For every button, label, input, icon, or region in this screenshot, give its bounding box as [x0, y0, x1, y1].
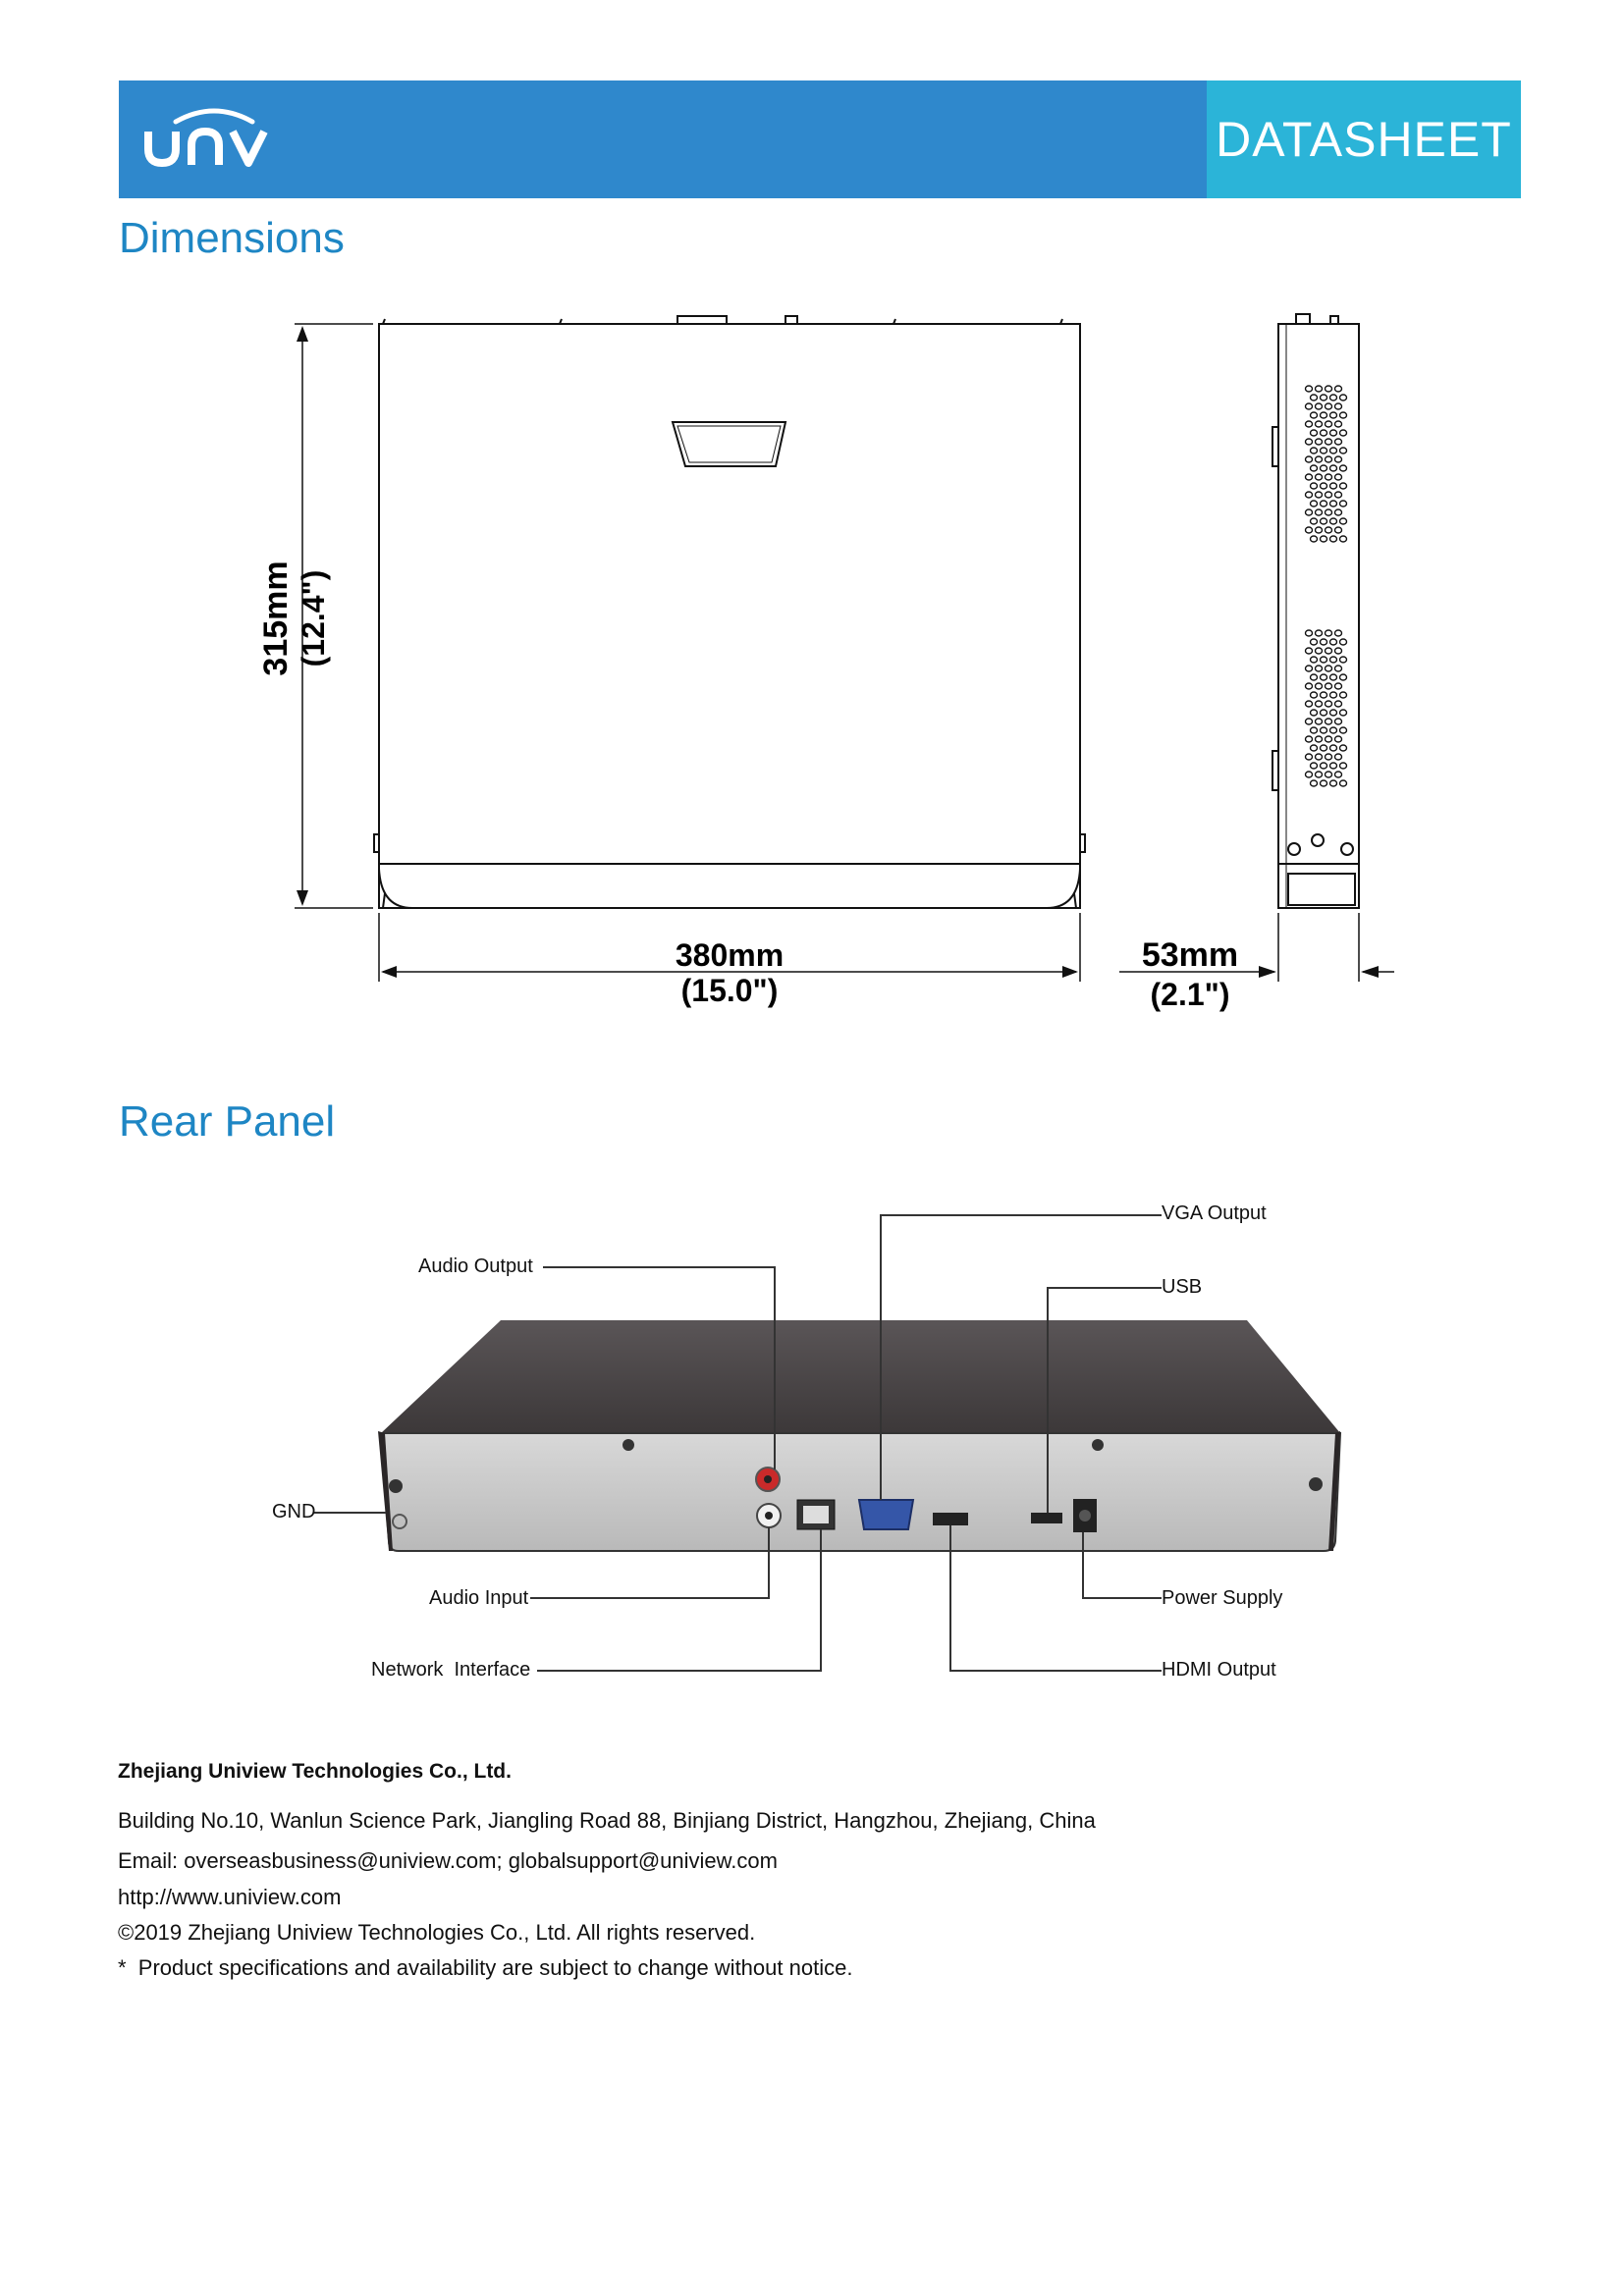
- nvr-rear-face: [381, 1433, 1340, 1551]
- height-in: (12.4"): [296, 569, 331, 667]
- width-mm: 380mm: [675, 937, 785, 973]
- contact-email: Email: overseasbusiness@uniview.com; globalsupport@uniview.com: [118, 1848, 778, 1873]
- website-link[interactable]: http://www.uniview.com: [118, 1885, 342, 1909]
- dimensions-title: Dimensions: [119, 214, 345, 262]
- company-name: Zhejiang Uniview Technologies Co., Ltd.: [118, 1760, 512, 1783]
- nvr-top-face: [381, 1320, 1340, 1433]
- copyright-text: ©2019 Zhejiang Uniview Technologies Co., Ltd. All rights reserved.: [118, 1920, 756, 1945]
- doc-type-label: DATASHEET: [1216, 112, 1512, 167]
- width-in: (15.0"): [680, 973, 779, 1008]
- company-address: Building No.10, Wanlun Science Park, Jiangling Road 88, Binjiang District, Hangzhou, Zhejiang, China: [118, 1808, 1096, 1833]
- power-supply-label: Power Supply: [1162, 1587, 1283, 1609]
- height-mm: 315mm: [257, 561, 295, 676]
- vga-output-label: VGA Output: [1162, 1202, 1267, 1224]
- rear-panel-title: Rear Panel: [119, 1097, 336, 1146]
- hdmi-port: [933, 1513, 968, 1525]
- vga-port: [859, 1500, 913, 1529]
- audio-output-label: Audio Output: [418, 1255, 533, 1277]
- gnd-label: GND: [272, 1501, 316, 1522]
- audio-input-label: Audio Input: [429, 1587, 529, 1609]
- network-interface-label: Network Interface: [371, 1659, 531, 1681]
- usb-port: [1031, 1513, 1062, 1523]
- depth-in: (2.1"): [1150, 977, 1230, 1012]
- depth-mm: 53mm: [1141, 936, 1239, 974]
- disclaimer-text: * Product specifications and availability are subject to change without notice.: [118, 1955, 853, 1980]
- hdmi-output-label: HDMI Output: [1162, 1659, 1276, 1681]
- usb-label: USB: [1162, 1276, 1203, 1298]
